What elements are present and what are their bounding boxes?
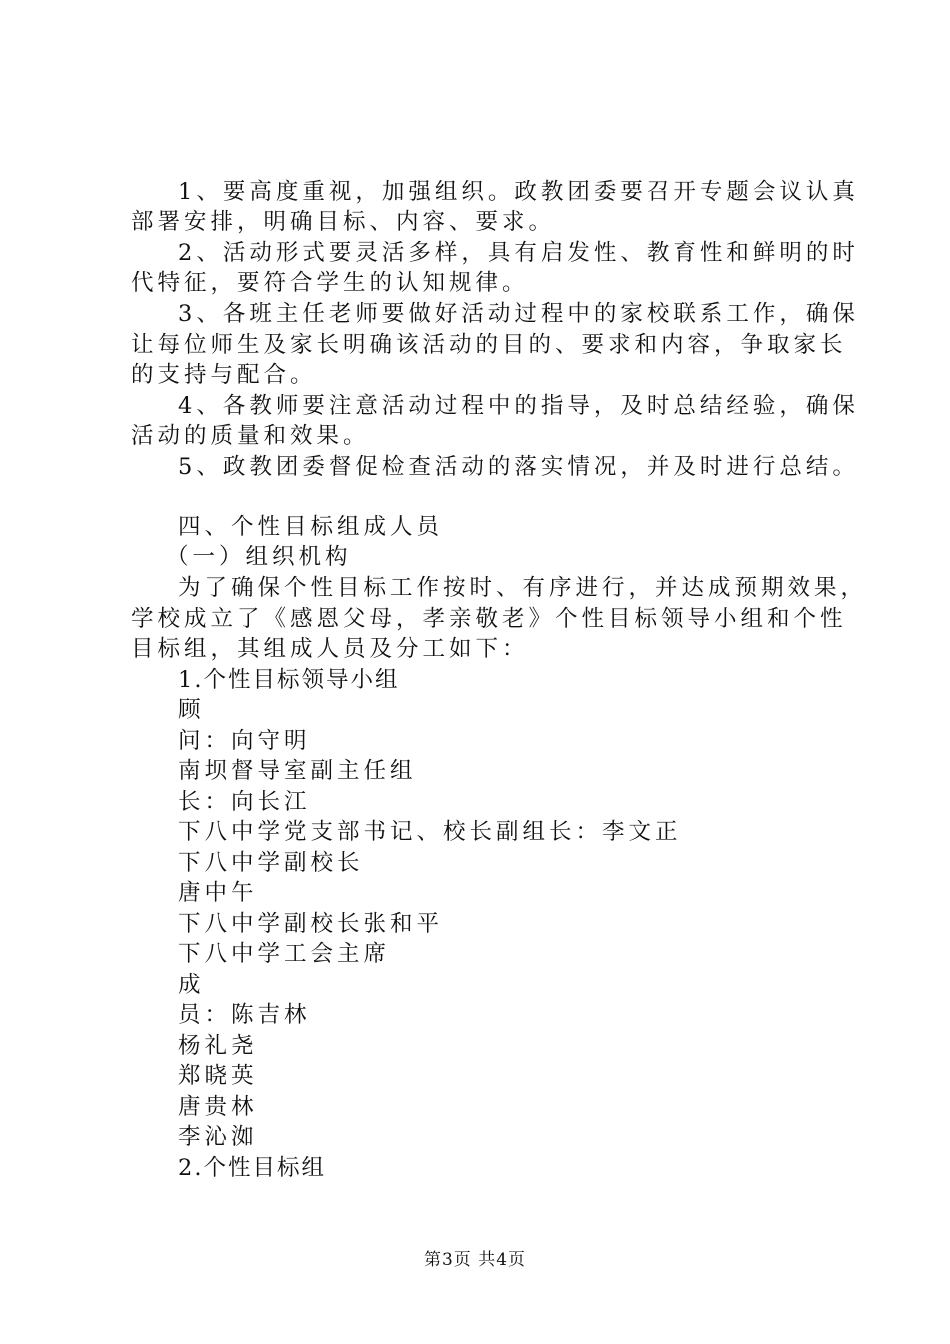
member-line: 下八中学党支部书记、校长副组长：李文正 (178, 819, 682, 845)
intro-line-2: 学校成立了《感恩父母，孝亲敬老》个性目标领导小组和个性 (131, 606, 847, 632)
requirement-3-line-2: 让每位师生及家长明确该活动的目的、要求和内容，争取家长 (131, 332, 847, 358)
member-line: 长：向长江 (178, 789, 311, 815)
intro-line-3: 目标组，其组成人员及分工如下： (131, 636, 529, 662)
requirement-3-line-1: 3、各班主任老师要做好活动过程中的家校联系工作，确保 (178, 301, 859, 327)
requirement-5-line-1: 5、政教团委督促检查活动的落实情况，并及时进行总结。 (178, 454, 859, 480)
member-line: 南坝督导室副主任组 (178, 758, 417, 784)
member-line: 郑晓英 (178, 1063, 258, 1089)
member-line: 李沁洳 (178, 1124, 258, 1150)
requirement-4-line-1: 4、各教师要注意活动过程中的指导，及时总结经验，确保 (178, 393, 859, 419)
intro-line-1: 为了确保个性目标工作按时、有序进行，并达成预期效果， (178, 575, 868, 601)
requirement-3-line-3: 的支持与配合。 (131, 362, 317, 388)
requirement-2-line-2: 代特征，要符合学生的认知规律。 (131, 270, 529, 296)
member-line: 杨礼尧 (178, 1033, 258, 1059)
member-line: 成 (178, 972, 205, 998)
member-line: 唐贵林 (178, 1094, 258, 1120)
subheading-organization: （一）组织机构 (166, 544, 352, 570)
requirement-4-line-2: 活动的质量和效果。 (131, 423, 370, 449)
member-line: 下八中学工会主席 (178, 941, 391, 967)
requirement-2-line-1: 2、活动形式要灵活多样，具有启发性、教育性和鲜明的时 (178, 240, 859, 266)
member-line: 顾 (178, 697, 205, 723)
target-group-title: 2.个性目标组 (178, 1155, 326, 1181)
member-line: 唐中午 (178, 880, 258, 906)
member-line: 下八中学副校长张和平 (178, 911, 444, 937)
section-four-heading: 四、个性目标组成人员 (178, 514, 444, 540)
member-line: 下八中学副校长 (178, 850, 364, 876)
member-line: 问：向守明 (178, 728, 311, 754)
requirement-1-line-1: 1、要高度重视，加强组织。政教团委要召开专题会议认真 (178, 179, 859, 205)
requirement-1-line-2: 部署安排，明确目标、内容、要求。 (131, 209, 556, 235)
leadership-group-title: 1.个性目标领导小组 (178, 667, 400, 693)
page-number-footer: 第3页 共4页 (423, 1250, 527, 1270)
member-line: 员：陈吉林 (178, 1002, 311, 1028)
